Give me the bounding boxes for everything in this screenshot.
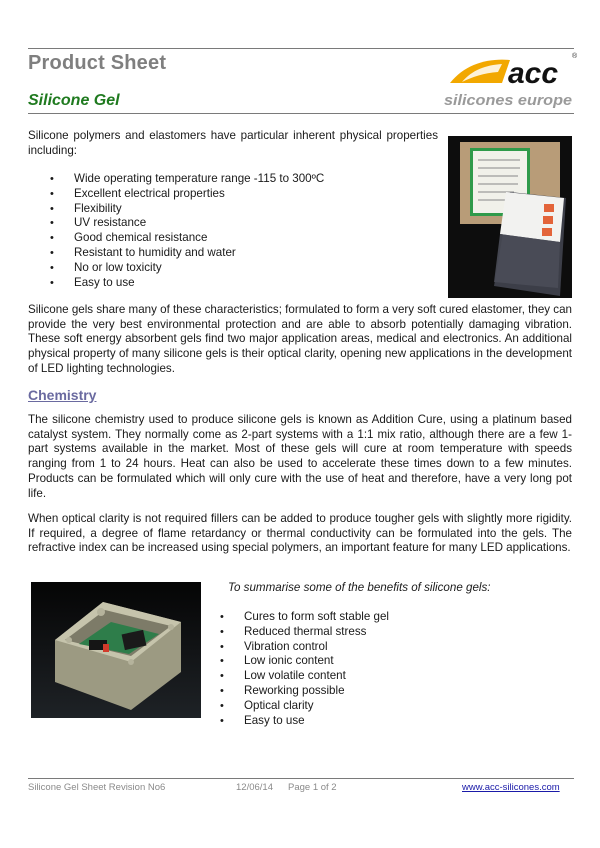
- list-item: • Reworking possible: [218, 684, 389, 699]
- footer-date: 12/06/14: [236, 782, 273, 793]
- acc-swoosh-icon: [440, 50, 580, 110]
- chemistry-heading: Chemistry: [28, 387, 97, 403]
- list-item: • Optical clarity: [218, 699, 389, 714]
- list-item: • Excellent electrical properties: [48, 187, 324, 202]
- silicone-gel-packaging-photo: [448, 136, 572, 298]
- list-item: • Cures to form soft stable gel: [218, 610, 389, 625]
- benefits-list: [218, 610, 389, 728]
- logo-tagline: silicones europe: [444, 92, 572, 109]
- list-item: • No or low toxicity: [48, 261, 324, 276]
- chemistry-paragraph-1: The silicone chemistry used to produce silicone gels is known as Addition Cure, using a platinum based catalyst system. They normally come as 2-part systems with a 1:1 mix ratio, although there are a few 1-part systems available in the market. Most of these gels will cure at room temperature with speeds ranging from 1 to 24 hours. Heat can also be used to accelerate these times down to a few minutes. Products can be formulated which will only cure with the use of heat and therefore, have a very long pot life.: [28, 413, 572, 500]
- list-item: • Resistant to humidity and water: [48, 246, 324, 261]
- list-item: • Vibration control: [218, 640, 389, 655]
- footer-revision: Silicone Gel Sheet Revision No6: [28, 782, 166, 793]
- footer-rule: [28, 778, 574, 779]
- acc-logo: [440, 50, 580, 110]
- list-item: • Low ionic content: [218, 654, 389, 669]
- list-item: • Low volatile content: [218, 669, 389, 684]
- page-title: Product Sheet: [28, 52, 167, 74]
- list-item: • Easy to use: [48, 276, 324, 291]
- chemistry-paragraph-2: When optical clarity is not required fillers can be added to produce tougher gels with slightly more rigidity. If required, a degree of flame retardancy or thermal conductivity can be formulated into the gels. The refractive index can be increased using special polymers, an important feature for many LED applications.: [28, 512, 572, 555]
- list-item: • Good chemical resistance: [48, 231, 324, 246]
- properties-list: [48, 172, 324, 290]
- footer-page-number: Page 1 of 2: [288, 782, 337, 793]
- website-link[interactable]: www.acc-silicones.com: [462, 782, 560, 793]
- gels-paragraph: Silicone gels share many of these characteristics; formulated to form a very soft cured elastomer, they can provide the very best environmental protection and are able to absorb potentially damaging vibration. These soft energy absorbent gels find two major application areas, medical and electronics. An additional physical property of many silicone gels is their optical clarity, opening new applications in the development of LED lighting technologies.: [28, 303, 572, 375]
- list-item: • Easy to use: [218, 714, 389, 729]
- list-item: • Flexibility: [48, 202, 324, 217]
- list-item: • Wide operating temperature range -115 to 300ºC: [48, 172, 324, 187]
- list-item: • UV resistance: [48, 216, 324, 231]
- header-top-rule: [28, 48, 574, 49]
- header-bottom-rule: [28, 113, 574, 114]
- list-item: • Reduced thermal stress: [218, 625, 389, 640]
- electronics-enclosure-photo: [31, 582, 201, 718]
- logo-brand-text: acc: [508, 57, 559, 90]
- summary-heading: To summarise some of the benefits of silicone gels:: [228, 581, 491, 594]
- product-subtitle: Silicone Gel: [28, 92, 120, 109]
- intro-paragraph: Silicone polymers and elastomers have particular inherent physical properties including:: [28, 129, 438, 157]
- svg-text:®: ®: [572, 53, 578, 60]
